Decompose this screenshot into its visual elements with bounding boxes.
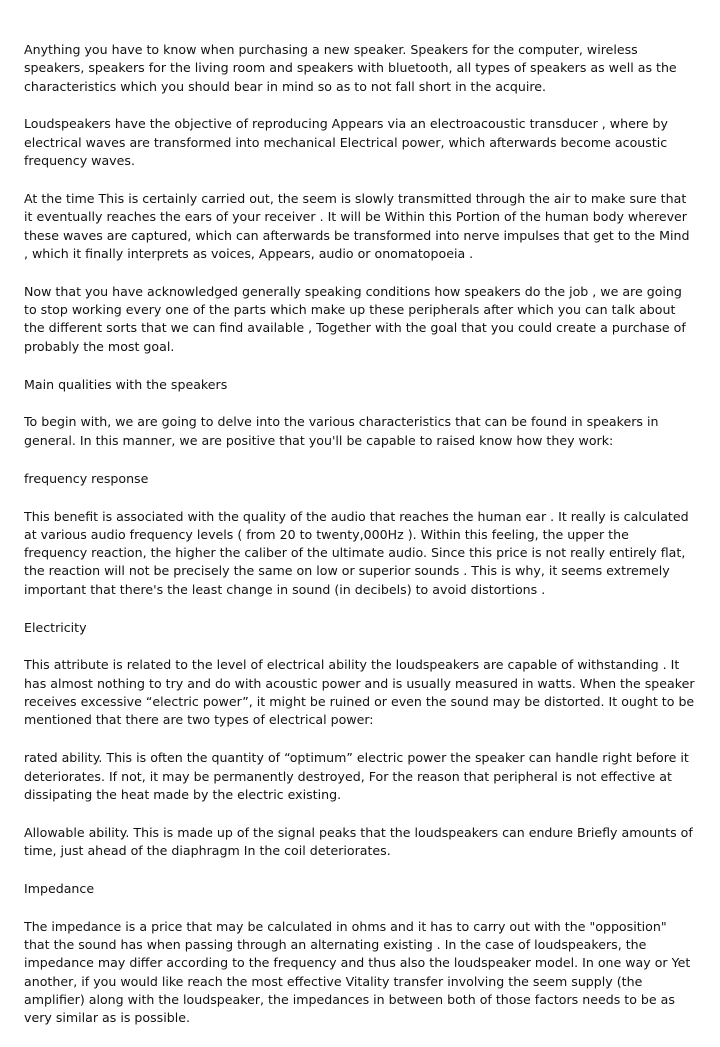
paragraph-allowable-ability: Allowable ability. This is made up of the signal peaks that the loudspeakers can endure Briefly amounts of time, just ahead of the diaphragm In the coil deteriorates. <box>24 824 693 859</box>
heading-main-qualities: Main qualities with the speakers <box>24 376 228 392</box>
article-body <box>24 41 696 1047</box>
heading-electricity: Electricity <box>24 619 87 635</box>
paragraph-impedance: The impedance is a price that may be calculated in ohms and it has to carry out with the "opposition" that the sound has when passing through an alternating existing . In the case of loudspeakers, the impedance may differ according to the frequency and thus also the loudspeaker model. In one way or Yet another, if you would like reach the most effective Vitality transfer involving the seem supply (the amplifier) along with the loudspeaker, the impedances in between both of those factors needs to be as very similar as is possible. <box>24 918 691 1026</box>
paragraph-electricity: This attribute is related to the level of electrical ability the loudspeakers are capable of withstanding . It has almost nothing to try and do with acoustic power and is usually measured in watts. When the speaker receives excessive “electric power”, it might be ruined or even the sound may be distorted. It ought to be mentioned that there are two types of electrical power: <box>24 657 695 728</box>
paragraph-sound-transmission: At the time This is certainly carried out, the seem is slowly transmitted through the air to make sure that it eventually reaches the ears of your receiver . It will be Within this Portion of the human body wherever these waves are captured, which can afterwards be transformed into nerve impulses that get to the Mind , which it finally interprets as voices, Appears, audio or onomatopoeia . <box>24 190 690 261</box>
paragraph-intro: Anything you have to know when purchasing a new speaker. Speakers for the computer, wireless speakers, speakers for the living room and speakers with bluetooth, all types of speakers as well as the characteristics which you should bear in mind so as to not fall short in the acquire. <box>24 42 677 94</box>
paragraph-loudspeaker-objective: Loudspeakers have the objective of reproducing Appears via an electroacoustic transducer , where by electrical waves are transformed into mechanical Electrical power, which afterwards become acoustic frequency waves. <box>24 116 668 169</box>
paragraph-characteristics-intro: To begin with, we are going to delve into the various characteristics that can be found in speakers in general. In this manner, we are positive that you'll be capable to raised know how they work: <box>24 414 659 448</box>
paragraph-rated-ability: rated ability. This is often the quantity of “optimum” electric power the speaker can handle right before it deteriorates. If not, it may be permanently destroyed, For the reason that peripheral is not effective at dissipating the heat made by the electric existing. <box>24 750 689 802</box>
heading-impedance: Impedance <box>24 880 95 896</box>
paragraph-frequency-response: This benefit is associated with the quality of the audio that reaches the human ear . It really is calculated at various audio frequency levels ( from 20 to twenty,000Hz ). Within this feeling, the upper the frequency reaction, the higher the caliber of the ultimate audio. Since this price is not really entirely flat, the reaction will not be precisely the same on low or superior sounds . This is why, it seems extremely important that there's the least change in sound (in decibels) to avoid distortions . <box>24 508 689 597</box>
paragraph-parts-overview: Now that you have acknowledged generally speaking conditions how speakers do the job , we are going to stop working every one of the parts which make up these peripherals after which you can talk about the different sorts that we can find available , Together with the goal that you could create a purchase of probably the most goal. <box>24 283 686 354</box>
heading-frequency-response: frequency response <box>24 470 149 486</box>
